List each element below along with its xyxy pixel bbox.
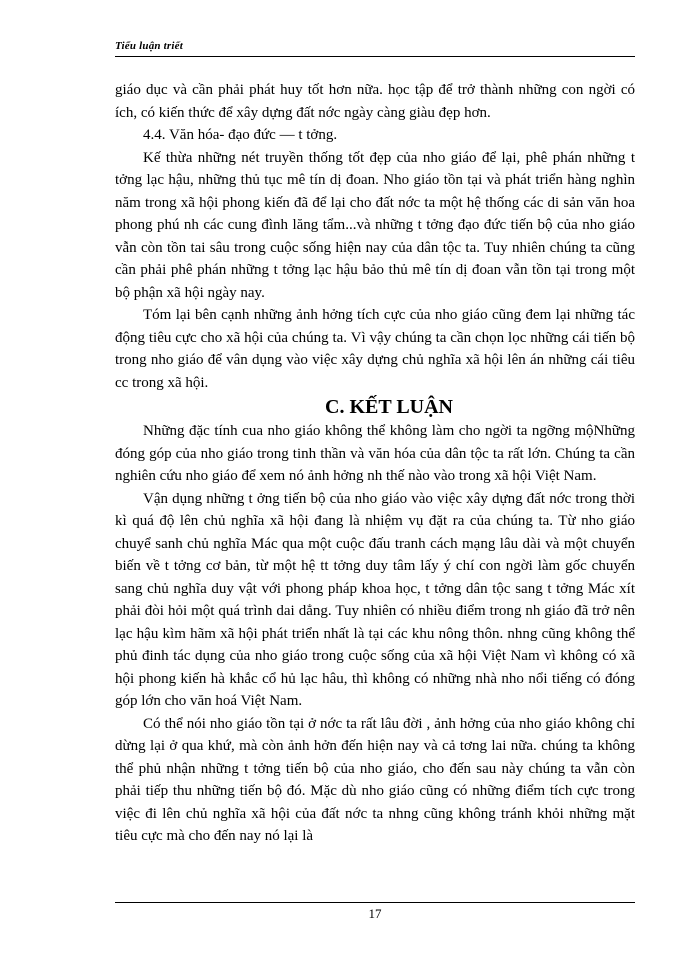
header-title: Tiểu luận triết — [115, 40, 183, 52]
paragraph: Vận dụng những t ởng tiến bộ của nho giáo vào việc xây dựng đất nớc trong thời kì quá độ lên chủ nghĩa xã hội đang là nhiệm vụ đặt ra của chúng ta. Từ nho giáo chuyể sanh chủ nghĩa Mác qua một cuộc đấu tranh cách mạng lâu dài và một chuyển biến về t tởng cơ bản, từ một hệ tt tởng duy tâm lấy ý chí con ngời làm gốc chuyển sang chủ nghĩa duy vật với phong pháp khoa học, t tởng dân tộc sang t tởng Mác xít phải đòi hỏi một quá trình dai dẳng. Tuy nhiên có nhiều điểm trong nh giáo đã trở nên lạc hậu kìm hãm xã hội phát triển nhất là tại các khu nông thôn. nhng cũng không thể phủ đinh tác dụng của nho giáo trong cuộc sống của xã hội Việt Nam vì không có xã hội phong kiến hà khắc cổ hủ lạc hâu, thì không có những nhà nho nổi tiếng có đóng góp lớn cho văn hoá Việt Nam. — [115, 490, 635, 709]
conclusion-heading: C. KẾT LUẬN — [325, 396, 453, 418]
paragraph: Tóm lại bên cạnh những ảnh hởng tích cực của nho giáo cũng đem lại những tác động tiêu cực cho xã hội của chúng ta. Vì vậy chúng ta cần chọn lọc những cái tiến bộ trong nho giáo để vân dụng vào việc xây dựng chủ nghĩa xã hội lên án những cái tiêu cc trong xã hội. — [115, 307, 635, 391]
section-heading-4-4: 4.4. Văn hóa- đạo đức — t tởng. — [143, 127, 338, 143]
paragraph: Có thể nói nho giáo tồn tại ở nớc ta rất lâu đời , ảnh hởng của nho giáo không chỉ dừng lại ở qua khứ, mà còn ảnh hởn đến hiện nay và cả tơng lai nữa. chúng ta không thể phủ nhận những t tởng tiến bộ của nho giáo, cho đến sau này chúng ta vẫn còn phải tiếp thu những tiến bộ đó. Mặc dù nho giáo cũng có những điểm tích cực trong việc đi lên chủ nghĩa xã hội của đất nớc ta nhng cũng không tránh khỏi những mặt tiêu cực mà cho đến nay nó lại là — [115, 715, 635, 844]
paragraph: Những đặc tính cua nho giáo không thể không làm cho ngời ta ngỡng mộNhững đóng góp của nho giáo trong tinh thần và văn hóa của dân tộc ta rất lớn. Chúng ta cần nghiên cứu nho giáo để xem nó ảnh hởng nh thế nào vào trong xã hội Việt Nam. — [115, 423, 635, 484]
page-number: 17 — [368, 906, 382, 921]
paragraph: giáo dục và cần phải phát huy tốt hơn nữa. học tập để trở thành những con ngời có ích, có kiến thức để xây dựng đất nớc ngày càng giàu đẹp hơn. — [115, 82, 635, 121]
footer-divider — [115, 902, 635, 903]
page-header — [115, 36, 635, 57]
document-body — [115, 79, 635, 848]
paragraph: Kế thừa những nét truyền thống tốt đẹp của nho giáo để lại, phê phán những t tởng lạc hậu, những thủ tục mê tín dị đoan. Nho giáo tồn tại và phát triển hàng nghìn năm trong xã hội phong kiến đã để lại cho đất nớc ta một hệ thống các di sản văn hoa phong phú nh các cung đình lăng tẩm...và những t tởng đạo đức tiến bộ của nho giáo vẫn còn tồn tai sâu trong cuộc sống hiện nay của dân tộc ta. Tuy nhiên chúng ta cũng cần phải phê phán những t tởng lạc hậu bảo thủ mê tín dị đoan vẫn tồn tại trong một bộ phận xã hội ngày nay. — [115, 149, 635, 301]
